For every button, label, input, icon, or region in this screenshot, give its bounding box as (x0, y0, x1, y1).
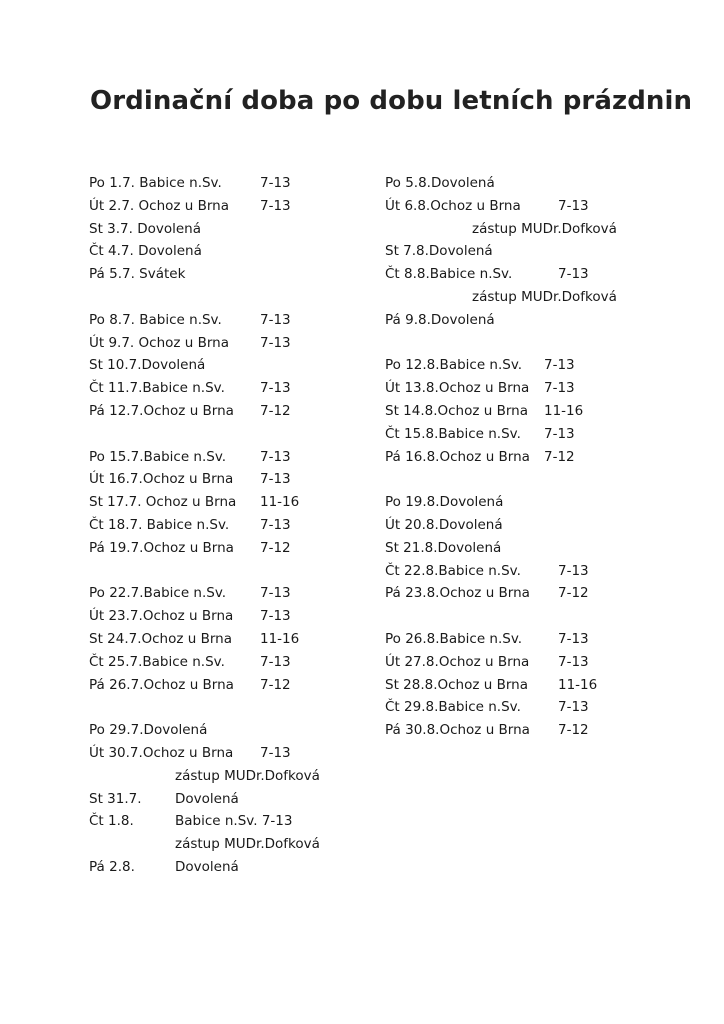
schedule-row (89, 628, 369, 651)
schedule-hours: 7-13 (544, 425, 575, 442)
schedule-row (385, 696, 705, 719)
schedule-hours: 7-13 (260, 608, 291, 625)
schedule-row (385, 514, 705, 537)
schedule-day-place: St 14.8.Ochoz u Brna (385, 402, 528, 419)
schedule-row (89, 514, 369, 537)
schedule-row (89, 537, 369, 560)
schedule-hours: 7-13 (260, 334, 291, 351)
schedule-row (89, 172, 369, 195)
schedule-row (89, 263, 369, 286)
schedule-hours: 7-13 (558, 197, 589, 214)
page-title: Ordinační doba po dobu letních prázdnin (90, 86, 693, 116)
schedule-hours: 11-16 (260, 630, 300, 647)
schedule-day-place: St 10.7.Dovolená (89, 357, 206, 374)
schedule-row (89, 332, 369, 355)
schedule-hours: 7-13 (260, 197, 291, 214)
schedule-row (89, 309, 369, 332)
schedule-row (385, 240, 705, 263)
schedule-day-place: Po 8.7. Babice n.Sv. (89, 311, 222, 328)
schedule-day-place: Pá 19.7.Ochoz u Brna (89, 539, 234, 556)
schedule-day-place: Čt 22.8.Babice n.Sv. (385, 562, 521, 579)
schedule-hours: 7-13 (558, 562, 589, 579)
schedule-hours: 7-12 (558, 585, 589, 602)
schedule-row (385, 719, 705, 742)
schedule-hours: 7-13 (260, 585, 291, 602)
schedule-day-place: Út 30.7.Ochoz u Brna (89, 744, 234, 761)
schedule-row (89, 788, 369, 811)
substitute-line (385, 218, 705, 241)
schedule-row (385, 491, 705, 514)
schedule-day-place: Út 27.8.Ochoz u Brna (385, 653, 530, 670)
schedule-row (385, 560, 705, 583)
schedule-day-place: Út 13.8.Ochoz u Brna (385, 380, 530, 397)
schedule-day: Čt 1.8. (89, 813, 134, 830)
schedule-day-place: Pá 30.8.Ochoz u Brna (385, 722, 530, 739)
schedule-july-column (89, 172, 369, 879)
schedule-hours: 7-13 (260, 380, 291, 397)
schedule-day-place: Út 16.7.Ochoz u Brna (89, 471, 234, 488)
schedule-hours: 7-12 (260, 402, 291, 419)
schedule-day-place: Pá 23.8.Ochoz u Brna (385, 585, 530, 602)
blank-line (385, 468, 705, 491)
schedule-day-place: Po 19.8.Dovolená (385, 494, 504, 511)
schedule-place: Dovolená (175, 858, 239, 875)
schedule-row (89, 742, 369, 765)
schedule-day-place: Po 12.8.Babice n.Sv. (385, 357, 523, 374)
schedule-august-column (385, 172, 705, 742)
schedule-day-place: St 7.8.Dovolená (385, 243, 493, 260)
schedule-hours: 7-13 (558, 699, 589, 716)
schedule-day-place: Pá 12.7.Ochoz u Brna (89, 402, 234, 419)
schedule-hours: 7-13 (260, 448, 291, 465)
schedule-row (385, 354, 705, 377)
substitute-text: zástup MUDr.Dofková (472, 288, 617, 305)
schedule-day-place: Po 22.7.Babice n.Sv. (89, 585, 227, 602)
schedule-day-place: St 21.8.Dovolená (385, 539, 502, 556)
schedule-day-place: Pá 9.8.Dovolená (385, 311, 495, 328)
schedule-row (89, 218, 369, 241)
schedule-day-place: Čt 29.8.Babice n.Sv. (385, 699, 521, 716)
schedule-day-place: St 3.7. Dovolená (89, 220, 201, 237)
substitute-line (385, 286, 705, 309)
schedule-hours: 7-12 (558, 722, 589, 739)
schedule-hours: 7-13 (558, 266, 589, 283)
schedule-row (89, 468, 369, 491)
schedule-row (385, 377, 705, 400)
blank-line (89, 560, 369, 583)
schedule-day-place: Po 1.7. Babice n.Sv. (89, 175, 222, 191)
schedule-day-place: Út 2.7. Ochoz u Brna (89, 197, 230, 214)
schedule-row (89, 582, 369, 605)
schedule-row (385, 172, 705, 195)
schedule-hours: 11-16 (544, 402, 584, 419)
schedule-day-place: Út 23.7.Ochoz u Brna (89, 608, 234, 625)
schedule-row (89, 810, 369, 833)
schedule-row (385, 651, 705, 674)
schedule-hours: 7-13 (260, 744, 291, 761)
substitute-text: zástup MUDr.Dofková (175, 767, 320, 784)
schedule-day-place: St 28.8.Ochoz u Brna (385, 676, 528, 693)
schedule-day-place: Pá 26.7.Ochoz u Brna (89, 676, 234, 693)
schedule-hours: 11-16 (558, 676, 598, 693)
schedule-row (385, 195, 705, 218)
schedule-row (89, 446, 369, 469)
schedule-day-place: St 17.7. Ochoz u Brna (89, 494, 237, 511)
substitute-text: zástup MUDr.Dofková (472, 220, 617, 237)
schedule-row (385, 446, 705, 469)
schedule-row (89, 240, 369, 263)
schedule-row (89, 719, 369, 742)
schedule-day-place: Čt 8.8.Babice n.Sv. (385, 266, 513, 283)
schedule-place: Dovolená (175, 790, 239, 807)
schedule-hours: 7-13 (260, 653, 291, 670)
schedule-day-place: Čt 4.7. Dovolená (89, 243, 202, 260)
schedule-day-place: Po 5.8.Dovolená (385, 175, 495, 191)
schedule-row (385, 628, 705, 651)
schedule-day-place: Čt 18.7. Babice n.Sv. (89, 516, 230, 533)
schedule-day-place: Pá 16.8.Ochoz u Brna (385, 448, 530, 465)
substitute-text: zástup MUDr.Dofková (175, 836, 320, 853)
schedule-hours: 7-12 (260, 676, 291, 693)
schedule-day-place: Čt 25.7.Babice n.Sv. (89, 653, 225, 670)
schedule-day-place: St 24.7.Ochoz u Brna (89, 630, 232, 647)
schedule-day: Pá 2.8. (89, 858, 135, 875)
schedule-hours: 7-13 (260, 471, 291, 488)
schedule-hours: 7-13 (260, 175, 291, 191)
schedule-row (89, 377, 369, 400)
schedule-day-place: Čt 15.8.Babice n.Sv. (385, 425, 521, 442)
schedule-day-place: Út 20.8.Dovolená (385, 516, 503, 533)
schedule-hours: 7-13 (260, 311, 291, 328)
schedule-day-place: Út 9.7. Ochoz u Brna (89, 334, 230, 351)
schedule-day-place: Čt 11.7.Babice n.Sv. (89, 380, 225, 397)
blank-line (89, 696, 369, 719)
schedule-row (89, 354, 369, 377)
schedule-hours: 7-13 (544, 357, 575, 374)
blank-line (385, 605, 705, 628)
schedule-day-place: Po 15.7.Babice n.Sv. (89, 448, 227, 465)
schedule-hours: 7-12 (260, 539, 291, 556)
schedule-row (385, 537, 705, 560)
blank-line (385, 332, 705, 355)
schedule-day: St 31.7. (89, 790, 142, 807)
schedule-row (89, 605, 369, 628)
schedule-day-place: Út 6.8.Ochoz u Brna (385, 197, 521, 214)
schedule-row (89, 491, 369, 514)
schedule-day-place: Pá 5.7. Svátek (89, 266, 186, 283)
schedule-row (89, 856, 369, 879)
schedule-place: Babice n.Sv. 7-13 (175, 813, 293, 830)
schedule-row (385, 400, 705, 423)
schedule-row (89, 651, 369, 674)
blank-line (89, 423, 369, 446)
schedule-day-place: Po 29.7.Dovolená (89, 722, 208, 739)
schedule-hours: 7-13 (558, 630, 589, 647)
schedule-row (385, 582, 705, 605)
schedule-hours: 7-13 (558, 653, 589, 670)
schedule-day-place: Po 26.8.Babice n.Sv. (385, 630, 523, 647)
schedule-row (385, 674, 705, 697)
schedule-row (385, 309, 705, 332)
schedule-hours: 11-16 (260, 494, 300, 511)
blank-line (89, 286, 369, 309)
schedule-row (385, 423, 705, 446)
schedule-hours: 7-13 (544, 380, 575, 397)
substitute-line (89, 765, 369, 788)
substitute-line (89, 833, 369, 856)
schedule-row (89, 195, 369, 218)
schedule-row (89, 674, 369, 697)
schedule-row (385, 263, 705, 286)
schedule-hours: 7-13 (260, 516, 291, 533)
schedule-row (89, 400, 369, 423)
schedule-hours: 7-12 (544, 448, 575, 465)
